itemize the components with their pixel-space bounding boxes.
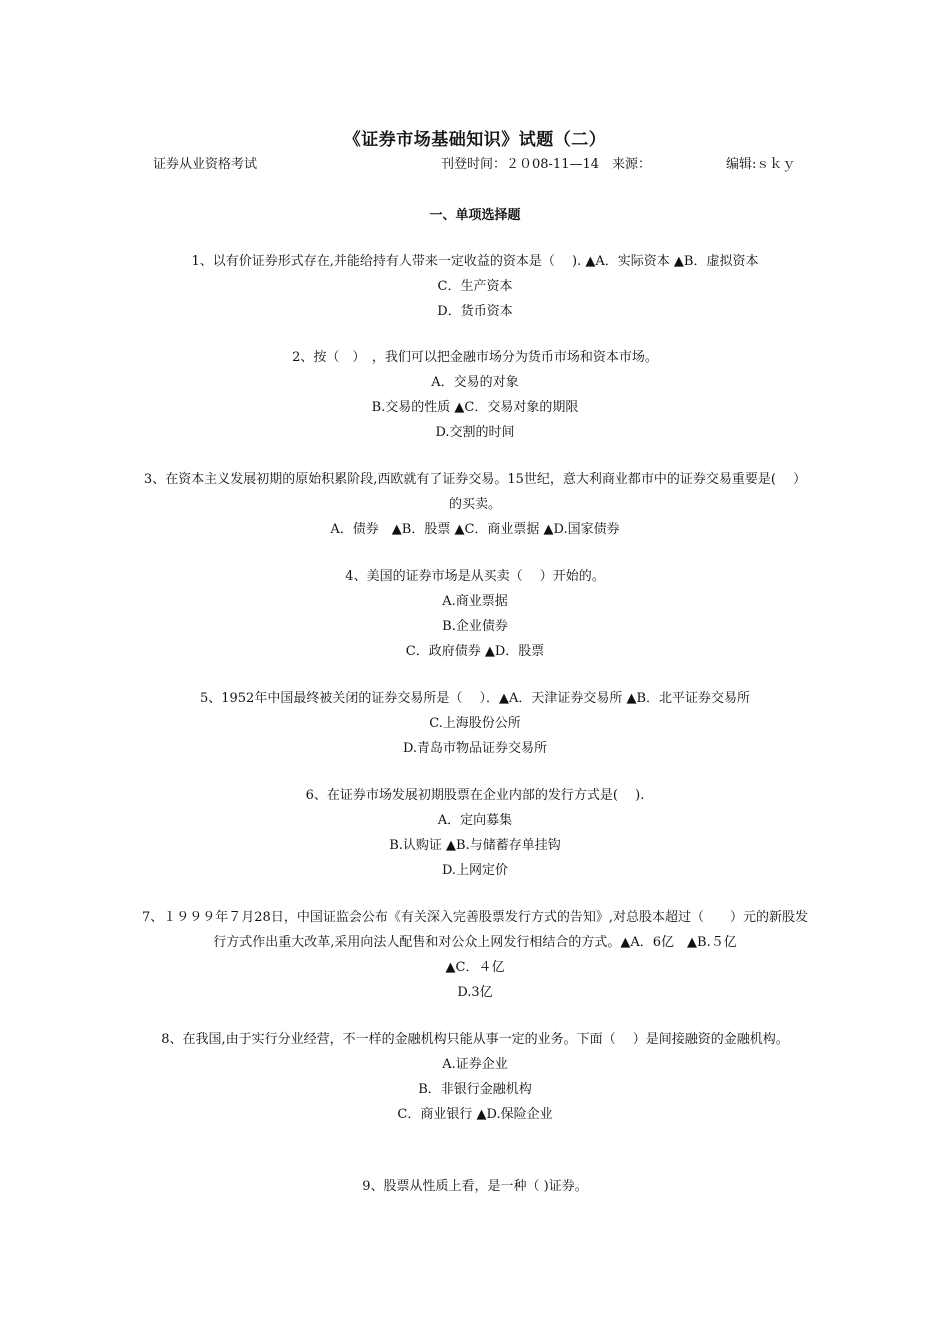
question-line: 1、以有价证券形式存在,并能给持有人带来一定收益的资本是（ ). ▲A．实际资本 ▲B．虚拟资本 [191,254,759,269]
section-heading: 一、单项选择题 [429,208,521,223]
question-line: A．定向募集 [437,813,513,828]
question-7 [140,905,810,1005]
question-line: 4、美国的证券市场是从买卖（ ）开始的。 [345,569,605,584]
question-line: B．非银行金融机构 [418,1082,532,1097]
question-2 [140,345,810,445]
question-line: C．政府债券 ▲D．股票 [405,644,545,659]
publish-info: 刊登时间：２０08-11—14 来源： [441,157,652,172]
editor-info: 编辑:ｓｋｙ [726,157,796,172]
question-line: ▲C．４亿 [445,960,505,975]
question-line: B.交易的性质 ▲C．交易对象的期限 [371,400,579,415]
question-line: A．交易的对象 [431,375,519,390]
question-line: 7、１９９９年７月28日，中国证监会公布《有关深入完善股票发行方式的告知》,对总股本超过（ ）元的新股发行方式作出重大改革,采用向法人配售和对公众上网发行相结合的方式。▲A．6亿 ▲B.５亿 [142,910,808,950]
question-line: 5、1952年中国最终被关闭的证券交易所是（ ）．▲A．天津证券交易所 ▲B．北平证券交易所 [199,691,751,706]
question-line: A.商业票据 [442,594,508,609]
question-line: 3、在资本主义发展初期的原始积累阶段,西欧就有了证券交易。15世纪，意大利商业都市中的证券交易重要是( ）的买卖。 [143,472,807,512]
question-line: 6、在证券市场发展初期股票在企业内部的发行方式是( ). [305,788,645,803]
question-9 [140,1174,810,1199]
question-line: 9、股票从性质上看，是一种（ )证券。 [362,1179,588,1194]
question-5 [140,686,810,761]
question-line: D．货币资本 [437,304,513,319]
question-line: D.交割的时间 [435,425,515,440]
question-line: D.上网定价 [441,863,509,878]
question-line: A.证券企业 [442,1057,508,1072]
question-6 [140,783,810,883]
question-line: D.3亿 [457,985,493,1000]
question-line: B.认购证 ▲B.与储蓄存单挂钩 [389,838,561,853]
question-line: 8、在我国,由于实行分业经营，不一样的金融机构只能从事一定的业务。下面（ ）是间接融资的金融机构。 [161,1032,789,1047]
question-line: A．债券 ▲B．股票 ▲C．商业票据 ▲D.国家债券 [330,522,620,537]
question-8 [140,1027,810,1127]
exam-category: 证券从业资格考试 [153,157,258,172]
question-3 [140,467,810,542]
question-line: B.企业债券 [442,619,508,634]
question-line: C．商业银行 ▲D.保险企业 [397,1107,553,1122]
question-line: C.上海股份公所 [429,716,521,731]
question-line: C．生产资本 [437,279,513,294]
question-1 [140,249,810,324]
question-4 [140,564,810,664]
question-line: 2、按（ ） ，我们可以把金融市场分为货币市场和资本市场。 [292,350,658,365]
question-line: D.青岛市物品证券交易所 [402,741,548,756]
document-title: 《证券市场基础知识》试题（二） [343,130,607,150]
